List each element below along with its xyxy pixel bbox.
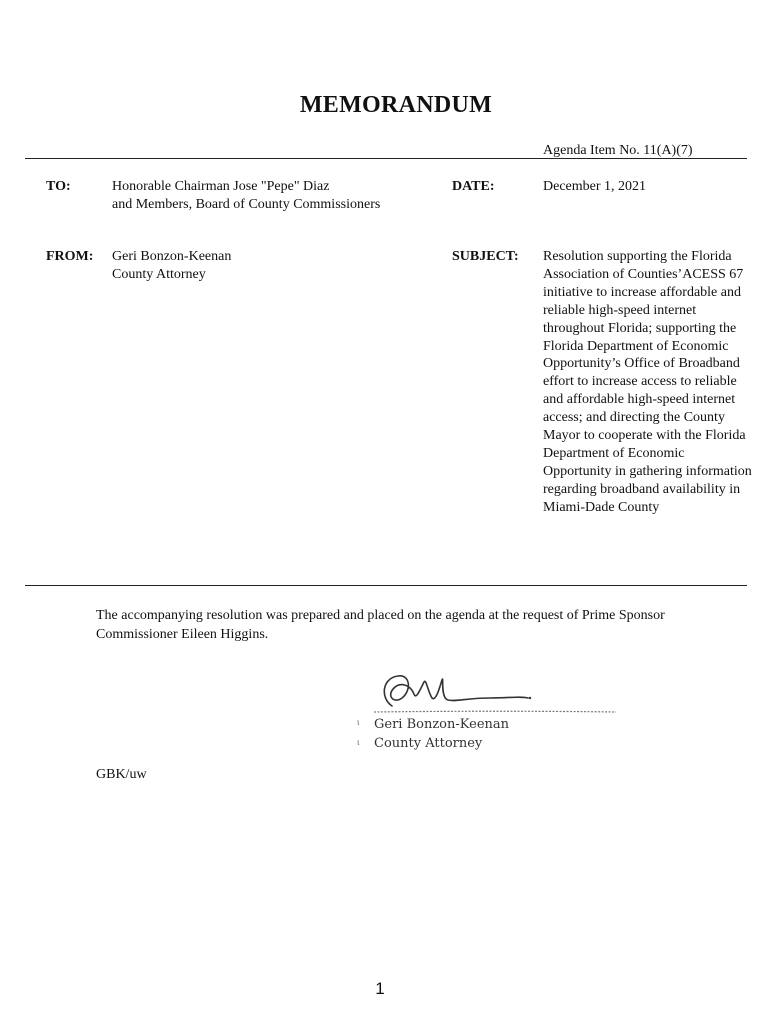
signature-bullet-2: ι (357, 737, 360, 747)
to-label: TO: (46, 179, 71, 194)
signature-bullet-1: ι (357, 717, 360, 727)
header-bottom-rule (25, 585, 747, 586)
header-top-rule (25, 158, 747, 159)
handwritten-signature (370, 668, 620, 718)
date-label: DATE: (452, 179, 495, 194)
to-line-2: and Members, Board of County Commissioners (112, 197, 381, 212)
signature-name: Geri Bonzon-Keenan (374, 717, 510, 732)
signature-title: County Attorney (374, 736, 483, 751)
date-value: December 1, 2021 (543, 179, 647, 194)
from-label: FROM: (46, 249, 94, 264)
subject-text: Resolution supporting the Florida Association of Counties’ACESS 67 initiative to increase affordable and reliable high-speed internet throughout Florida; supporting the Florida Department of Economic Opportunity’s Office of Broadband effort to increase access to reliable and affordable high-speed internet access; and directing the County Mayor to cooperate with the Florida Department of Economic Opportunity in gathering information regarding broadband availability in Miami-Dade County (543, 249, 752, 515)
signature-block (374, 715, 509, 753)
page-number: 1 (375, 979, 385, 998)
subject-label: SUBJECT: (452, 249, 519, 264)
from-line-2: County Attorney (112, 267, 206, 282)
agenda-item-number: Agenda Item No. 11(A)(7) (543, 143, 693, 158)
memo-title: MEMORANDUM (299, 92, 493, 118)
typist-initials: GBK/uw (96, 767, 147, 782)
to-line-1: Honorable Chairman Jose "Pepe" Diaz (112, 179, 330, 194)
from-line-1: Geri Bonzon-Keenan (112, 249, 232, 264)
body-paragraph: The accompanying resolution was prepared and placed on the agenda at the request of Prime Sponsor Commissioner Eileen Higgins. (96, 608, 665, 642)
